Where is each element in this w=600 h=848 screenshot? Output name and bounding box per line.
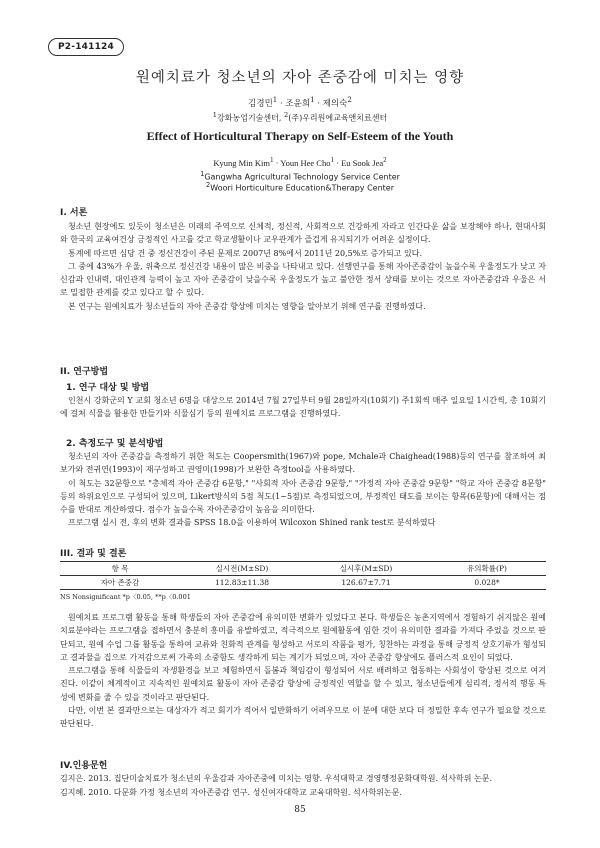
subheading-measurement: 2. 측정도구 및 분석방법 (66, 439, 164, 449)
table-row: 자아 존중감 112.83±11.38 126.67±7.71 0.028* (60, 576, 546, 590)
author-kr: 제의숙 (322, 98, 348, 109)
affiliations-korean: $^1$강화농업기술센터, $^2$(주)우리원예교육앤치료센터 (212, 111, 388, 123)
section-heading-methods: II. 연구방법 (60, 367, 109, 377)
affiliation-english-2: $^2$Woori Horticulture Education&Therapy Center (206, 181, 394, 193)
reference-item: 김지은. 2013. 집단미술치료가 청소년의 우울감과 자아존중에 미치는 영향. 우석대학교 경영행정문화대학원. 석사학위 논문. (60, 774, 492, 783)
results-table (60, 561, 546, 590)
reference-item: 김지혜. 2010. 다문화 가정 청소년의 자아존중감 연구. 성신여자대학교 교육대학원. 석사학위논문. (60, 787, 402, 797)
section-heading-references: IV.인용문헌 (60, 761, 108, 771)
intro-body: 청소년 현장에도 있듯이 청소년은 미래의 주역으로 신체적, 정신적, 사회적으로 건강하게 자라고 인간다운 삶을 보장해야 하나, 현대사회와 한국의 교육여건상 긍정적인 사고를 갖고 학교생활이나 교우관계가 즐겁게 유지되기가 어려운 실정이다. 통계에 따르면 심당 건 중 정신건강이 주된 문제로 2007년 8%에서 2011년 20,5%로 증가되고 있다. 그 중에 43%가 우울, 위축으로 정신건강 내용이 많은 비중을 나타내고 있다. 선행연구를 통해 자아존중감이 높을수록 우울정도가 낮고 자신감과 인내력, 대인관계 능력이 높고 자아 존중감이 낮을수록 우울정도가 높고 불안한 정서 상태를 보이는 것으로 자아존중감과 우울은 서로 밀접한 관계를 갖고 있다고 할 수 있다. 본 연구는 원예치료가 청소년들의 자아 존중감 향상에 미치는 영향을 알아보기 위해 연구를 진행하였다. (60, 222, 546, 311)
measurement-body: 청소년의 자아 존중감을 측정하기 위한 척도는 Coopersmith(1967)와 pope, Mchale과 Chaighead(1988)등의 연구를 참조하여 최보가와 전귀연(1993)이 재구성하고 권영미(1998)가 보완한 측정tool을 사용하였다. 이 척도는 32문항으로 "총체적 자아 존중감 6문항," "사회적 자아 존중감 9문항," "가정적 자아 존중감 9문항" "학교 자아 존중감 8문항" 등의 하위요인으로 구성되어 있으며, Likert방식의 5점 척도(1∼5점)로 측정되었으며, 부정적인 태도를 보이는 항목(6문항)에 대해서는 점수를 반대로 계산하였다. 점수가 높을수록 자아존중감이 높음을 의미한다. 프로그램 실시 전, 후의 변화 결과를 SPSS 18.0을 이용하여 Wilcoxon Shined rank test로 분석하였다 (60, 452, 546, 528)
title-korean: 원예치료가 청소년의 자아 존중감에 미치는 영향 (135, 70, 465, 86)
results-body: 원예치료 프로그램 활동을 통해 학생들의 자아 존중감에 유의미한 변화가 있었다고 본다. 학생들은 농촌지역에서 경험하기 쉬지않은 원예치료분야라는 프로그램을 접하면서 충분히 흥미를 유발하였고, 적극적으로 원예활동에 임한 것이 유의미한 결과를 가져다 주었을 것으로 판단되고, 원예 수업 그룹 활동을 통하여 교류와 친화적 관계를 형성하고 서로의 작품을 평가, 칭찬하는 과정을 통해 긍정적 상호기류가 형성되고 결과물을 집으로 가져감으로써 가족의 소중함도 생각하게 되는 계기가 되었으며, 자아 존중감 향상에도 플러스적 요인이 되었다. 프로그램을 통해 식물들의 자생환경을 보고 체험하면서 돌봄과 책임감이 형성되어 서로 배려하고 협동하는 사회성이 향상된 것으로 여겨진다. 이같이 체계적이고 지속적인 원예치료 활동이 자아 존중감 향상에 긍정적인 역할을 할 수 있고, 청소년들에게 심리적, 정서적 행동 특성에 변화를 줄 수 있을 것이라고 판단된다. 다만, 이번 본 결과만으로는 대상자가 적고 회기가 적어서 일반화하기 어려우므로 이 분에 대한 보다 더 정밀한 후속 연구가 필요할 것으로 판단된다. (60, 613, 546, 729)
authors-korean: 김경민$^1$ · 조윤희$^1$ · 제의숙$^2$ (248, 95, 352, 109)
author-kr: 조윤희 (285, 98, 311, 109)
subjects-body: 인천시 강화군의 Y 교회 청소년 6명을 대상으로 2014년 7월 27일부터 9월 28일까지(10회기) 주1회씩 매주 일요일 1시간씩, 총 10회기에 걸쳐 식물을 활용한 만들기와 식물심기 등의 원예치료 프로그램을 진행하였다. (60, 396, 546, 419)
table-footnote: NS Nonsignificant *p〈0.05, **p〈0.001 (60, 593, 191, 601)
affiliation-english-1: $^1$Gangwha Agricultural Technology Service Center (200, 170, 400, 182)
section-heading-intro: I. 서론 (60, 208, 88, 218)
table-header-row: 항 목 실시전(M±SD) 실시후(M±SD) 유의확률(P) (60, 562, 546, 576)
authors-english: Kyung Min Kim$^1$ · Youn Hee Cho$^1$ · Eu Sook Jea$^2$ (213, 156, 387, 168)
section-heading-results: III. 결과 및 결론 (60, 549, 127, 559)
references-list (60, 772, 546, 799)
title-english: Effect of Horticultural Therapy on Self-Esteem of the Youth (146, 129, 454, 143)
paper-code-badge: P2-141124 (48, 38, 124, 56)
author-kr: 김경민 (248, 98, 273, 109)
subheading-subjects: 1. 연구 대상 및 방법 (66, 383, 150, 393)
page-number: 85 (294, 805, 306, 815)
